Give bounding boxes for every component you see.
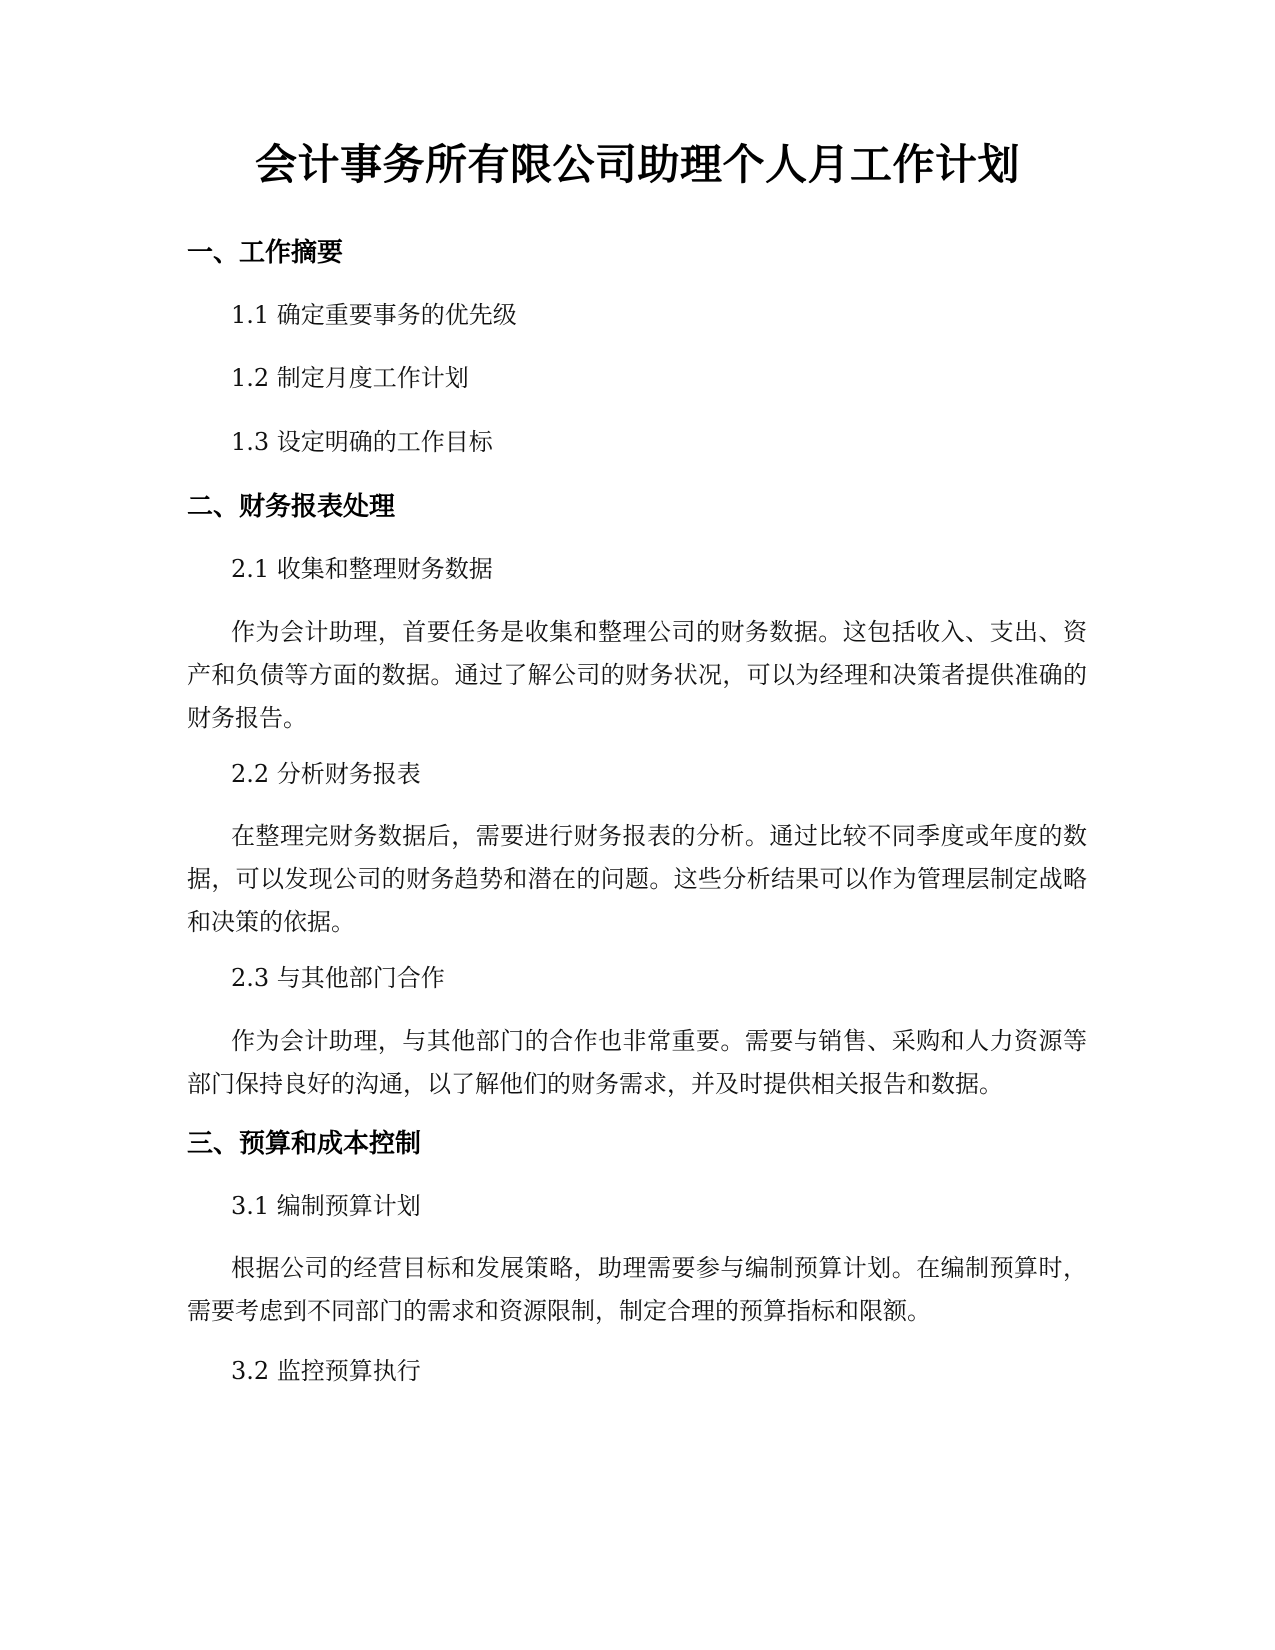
subheading-1-2: 1.2 制定月度工作计划: [231, 364, 469, 392]
subheading-1-3: 1.3 设定明确的工作目标: [231, 428, 493, 456]
subheading-2-3: 2.3 与其他部门合作: [231, 964, 445, 992]
paragraph-2-2: 在整理完财务数据后，需要进行财务报表的分析。通过比较不同季度或年度的数据，可以发现公司的财务趋势和潜在的问题。这些分析结果可以作为管理层制定战略和决策的依据。: [187, 822, 1087, 936]
paragraph-2-1: 作为会计助理，首要任务是收集和整理公司的财务数据。这包括收入、支出、资产和负债等方面的数据。通过了解公司的财务状况，可以为经理和决策者提供准确的财务报告。: [187, 618, 1087, 732]
subheading-2-1: 2.1 收集和整理财务数据: [231, 555, 493, 583]
paragraph-2-3: 作为会计助理，与其他部门的合作也非常重要。需要与销售、采购和人力资源等部门保持良好的沟通，以了解他们的财务需求，并及时提供相关报告和数据。: [187, 1027, 1087, 1098]
section-heading-budget-cost-control: 三、预算和成本控制: [187, 1129, 422, 1159]
subheading-2-2: 2.2 分析财务报表: [231, 760, 421, 788]
paragraph-3-1: 根据公司的经营目标和发展策略，助理需要参与编制预算计划。在编制预算时，需要考虑到不同部门的需求和资源限制，制定合理的预算指标和限额。: [187, 1254, 1087, 1325]
section-heading-financial-statements: 二、财务报表处理: [187, 492, 396, 522]
document-title: 会计事务所有限公司助理个人月工作计划: [254, 140, 1020, 189]
subheading-1-1: 1.1 确定重要事务的优先级: [231, 301, 517, 329]
section-heading-summary: 一、工作摘要: [187, 238, 344, 268]
subheading-3-1: 3.1 编制预算计划: [231, 1192, 421, 1220]
subheading-3-2: 3.2 监控预算执行: [231, 1357, 421, 1385]
